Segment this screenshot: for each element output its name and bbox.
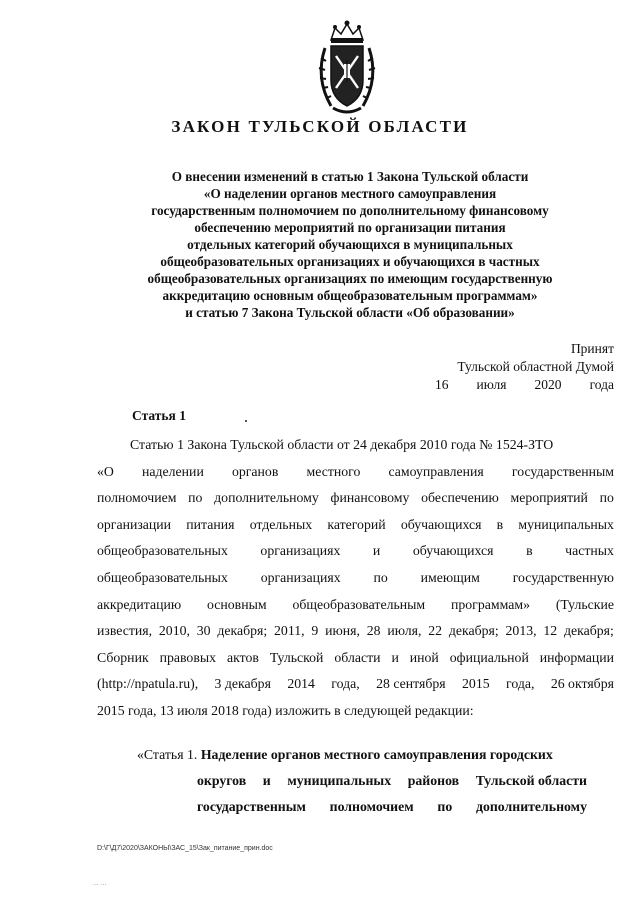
body-word: организации <box>97 516 172 532</box>
title-word: полномочием <box>329 799 414 814</box>
body-word: по <box>599 490 614 506</box>
body-word: информации <box>539 649 614 665</box>
body-word: мероприятий <box>510 490 588 506</box>
body-word: обеспечению <box>421 490 499 506</box>
body-word: наделении <box>142 463 204 479</box>
body-word: обучающихся <box>400 516 482 532</box>
body-word: области <box>334 649 381 665</box>
body-word: актов <box>226 649 259 665</box>
body-word: и <box>391 649 399 665</box>
body-word: известия, <box>97 623 153 639</box>
body-word: организациях <box>260 569 341 585</box>
body-word: программам» <box>450 596 530 612</box>
adoption-block <box>400 340 614 394</box>
title-word: по <box>437 799 453 814</box>
body-word: 3 декабря <box>214 676 271 692</box>
document-subtitle <box>100 168 600 321</box>
title-word: округов <box>197 773 247 788</box>
body-line <box>97 645 614 672</box>
body-word: имеющим <box>420 569 480 585</box>
body-word: декабря; <box>563 623 614 639</box>
title-word: районов <box>407 773 460 788</box>
body-word: частных <box>565 543 614 559</box>
body-word: аккредитацию <box>97 596 182 612</box>
subtitle-line: аккредитацию основным общеобразовательным программам» <box>162 288 538 303</box>
body-word: отдельных <box>249 516 313 532</box>
body-word: иной <box>409 649 439 665</box>
body-word: муниципальных <box>518 516 614 532</box>
body-word: в <box>526 543 533 559</box>
body-word: организациях <box>260 543 341 559</box>
body-word: 2010, <box>158 623 190 639</box>
body-word: 28 <box>366 623 381 639</box>
new-article-text <box>137 742 587 820</box>
adoption-year-word: года <box>589 377 614 392</box>
body-word: государственным <box>511 463 614 479</box>
new-article-title-line-1: Наделение органов местного самоуправления городских <box>200 747 553 762</box>
body-word: 2015 <box>462 676 490 692</box>
body-word: и <box>372 543 381 559</box>
subtitle-line: отдельных категорий обучающихся в муниципальных <box>187 237 513 252</box>
body-word: общеобразовательных <box>97 569 228 585</box>
body-word: в <box>496 516 504 532</box>
title-word: и <box>262 773 271 788</box>
body-line <box>97 565 614 592</box>
body-word: самоуправления <box>388 463 484 479</box>
article-1-heading: Статья 1 <box>132 408 186 423</box>
body-word: Тульской <box>269 649 324 665</box>
adoption-month: июля <box>476 377 507 392</box>
body-word: 2015 года, 13 июля 2018 года) изложить в следующей редакции: <box>97 702 474 718</box>
body-word: 2013, <box>505 623 537 639</box>
body-word: 30 <box>196 623 211 639</box>
body-word: категорий <box>327 516 386 532</box>
body-line <box>97 459 614 486</box>
article-1-body <box>97 432 614 725</box>
body-word: официальной <box>449 649 529 665</box>
document-title: ЗАКОН ТУЛЬСКОЙ ОБЛАСТИ <box>171 117 469 136</box>
body-word: 2011, <box>274 623 305 639</box>
title-word: дополнительному <box>475 799 587 814</box>
subtitle-line: О внесении изменений в статью 1 Закона Тульской области <box>171 169 529 184</box>
title-word: муниципальных <box>287 773 392 788</box>
adoption-line-1: Принят <box>570 341 614 356</box>
body-word: 28 сентября <box>376 676 446 692</box>
body-line <box>97 592 614 619</box>
new-article-title-line-3 <box>137 794 587 820</box>
body-word: основным <box>207 596 267 612</box>
adoption-year: 2020 <box>534 377 562 392</box>
new-article-prefix: «Статья 1. <box>137 747 201 762</box>
body-word: по <box>188 490 203 506</box>
body-word: (http://npatula.ru), <box>97 676 199 692</box>
body-word: 26 октября <box>550 676 614 692</box>
body-line <box>97 432 614 459</box>
body-word: дополнительному <box>214 490 319 506</box>
body-word: 12 <box>543 623 558 639</box>
subtitle-line: общеобразовательных организациях и обучающихся в частных <box>160 254 540 269</box>
body-word: года, <box>506 676 535 692</box>
body-word: 2014 <box>287 676 315 692</box>
new-article-line-1 <box>137 742 587 768</box>
body-word: местного <box>306 463 361 479</box>
scan-mark: ... ... <box>93 880 107 887</box>
subtitle-line: государственным полномочием по дополнительному финансовому <box>151 203 549 218</box>
body-word: Статью 1 Закона Тульской области от 24 декабря 2010 года № 1524-ЗТО <box>130 437 554 452</box>
body-word: 22 <box>428 623 443 639</box>
title-word: Тульской области <box>475 773 587 788</box>
body-word: общеобразовательным <box>292 596 426 612</box>
body-line <box>97 512 614 539</box>
body-word: июля, <box>387 623 422 639</box>
scan-speck <box>245 420 247 422</box>
adoption-day: 16 <box>435 377 449 392</box>
subtitle-line: и статью 7 Закона Тульской области «Об образовании» <box>185 305 515 320</box>
body-word: питания <box>186 516 235 532</box>
body-line <box>97 618 614 645</box>
body-word: декабря; <box>217 623 268 639</box>
body-word: обучающихся <box>412 543 494 559</box>
body-word: (Тульские <box>555 596 614 612</box>
body-word: 9 <box>311 623 319 639</box>
body-line <box>97 698 614 725</box>
body-line <box>97 538 614 565</box>
body-word: «О <box>97 463 114 479</box>
body-word: декабря; <box>448 623 499 639</box>
body-word: полномочием <box>97 490 177 506</box>
adoption-date <box>400 376 614 394</box>
body-word: Сборник <box>97 649 149 665</box>
tula-coat-of-arms-icon <box>311 18 383 118</box>
subtitle-line: обеспечению мероприятий по организации питания <box>194 220 506 235</box>
subtitle-line: общеобразовательных организациях по имеющим государственную <box>147 271 553 286</box>
body-word: года, <box>331 676 360 692</box>
new-article-title-line-2 <box>137 768 587 794</box>
body-word: финансовому <box>330 490 410 506</box>
adoption-line-2: Тульской областной Думой <box>457 359 614 374</box>
body-word: государственную <box>512 569 614 585</box>
file-path-footer: D:\Г\Д7\2020\ЗАКОНЫ\ЗАС_15\Зак_питание_прин.doc <box>97 845 273 852</box>
subtitle-line: «О наделении органов местного самоуправления <box>203 186 497 201</box>
body-line <box>97 485 614 512</box>
body-word: июня, <box>325 623 360 639</box>
body-word: общеобразовательных <box>97 543 228 559</box>
body-word: органов <box>231 463 279 479</box>
body-word: правовых <box>159 649 217 665</box>
body-line <box>97 671 614 698</box>
body-word: по <box>373 569 388 585</box>
title-word: государственным <box>197 799 306 814</box>
